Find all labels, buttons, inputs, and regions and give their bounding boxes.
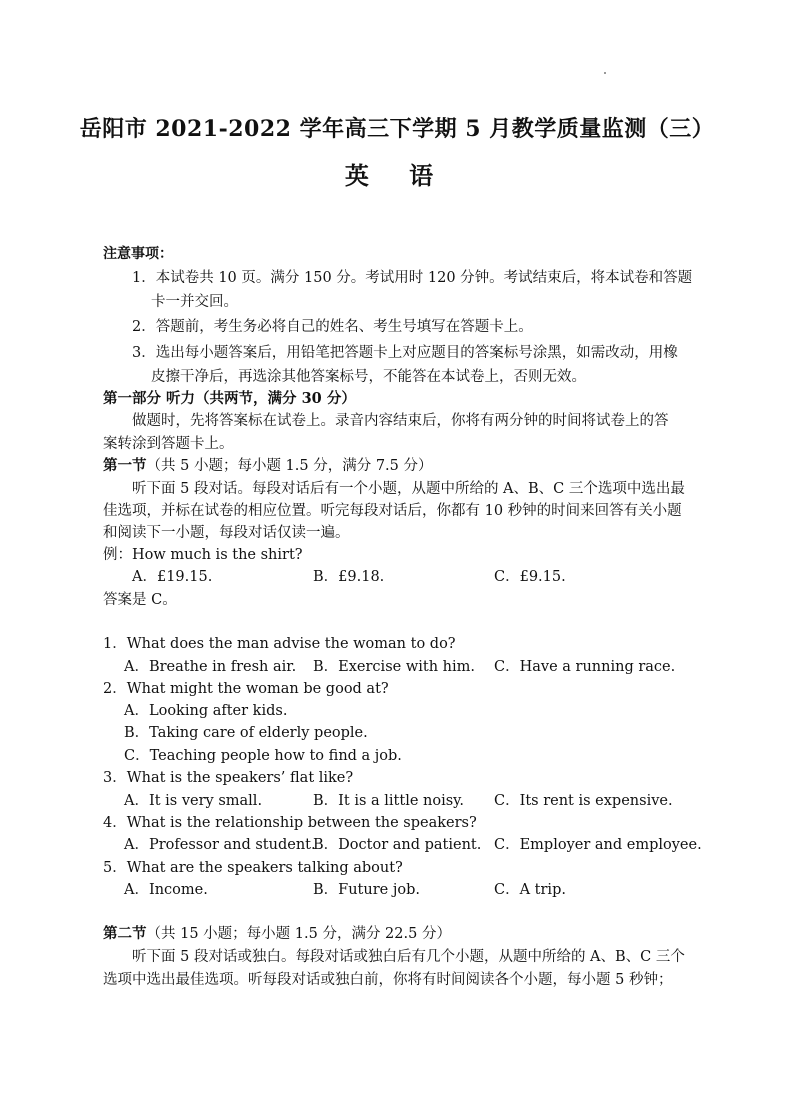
section-1-instr-line-3: 和阅读下一小题，每段对话仅读一遍。 xyxy=(103,525,350,541)
notice-item-1-line-1: 1．本试卷共 10 页。满分 150 分。考试用时 120 分钟。考试结束后，将本试卷和答题 xyxy=(132,270,693,286)
notice-item-3-line-1: 3．选出每小题答案后，用铅笔把答题卡上对应题目的答案标号涂黑，如需改动，用橡 xyxy=(132,345,678,361)
question-1-option-c: C．Have a running race. xyxy=(494,659,676,675)
notice-heading: 注意事项： xyxy=(103,246,173,262)
notice-item-1-line-2: 卡一并交回。 xyxy=(151,294,238,310)
question-4-option-b: B．Doctor and patient. xyxy=(313,837,482,853)
question-3-option-a: A．It is very small. xyxy=(124,793,263,809)
section-2-scoring: （共 15 小题；每小题 1.5 分，满分 22.5 分） xyxy=(146,926,451,942)
example-option-a: A．£19.15. xyxy=(132,569,213,585)
scan-mark xyxy=(604,72,606,74)
question-2: 2．What might the woman be good at? xyxy=(103,681,389,697)
notice-item-2: 2．答题前，考生务必将自己的姓名、考生号填写在答题卡上。 xyxy=(132,319,533,335)
subject-title: 英 语 xyxy=(344,161,450,190)
example-option-b: B．£9.18. xyxy=(313,569,385,585)
example-question: 例：How much is the shirt? xyxy=(103,547,303,563)
exam-title: 岳阳市 2021-2022 学年高三下学期 5 月教学质量监测（三） xyxy=(79,116,715,142)
question-3-option-b: B．It is a little noisy. xyxy=(313,793,465,809)
section-2-instr-line-1: 听下面 5 段对话或独白。每段对话或独白后有几个小题，从题中所给的 A、B、C 三个 xyxy=(132,949,685,965)
question-5-option-b: B．Future job. xyxy=(313,882,420,898)
question-4-option-a: A．Professor and student. xyxy=(124,837,316,853)
question-1-option-b: B．Exercise with him. xyxy=(313,659,475,675)
section-1-heading xyxy=(103,456,433,476)
section-1-label: 第一节 xyxy=(103,457,147,474)
example-answer: 答案是 C。 xyxy=(103,592,177,608)
question-3: 3．What is the speakers’ flat like? xyxy=(103,770,354,786)
section-1-instr-line-1: 听下面 5 段对话。每段对话后有一个小题，从题中所给的 A、B、C 三个选项中选出最 xyxy=(132,481,685,497)
section-1-instr-line-2: 佳选项，并标在试卷的相应位置。听完每段对话后，你都有 10 秒钟的时间来回答有关小题 xyxy=(103,503,682,519)
question-1: 1．What does the man advise the woman to do? xyxy=(103,636,456,652)
part-1-intro-line-1: 做题时，先将答案标在试卷上。录音内容结束后，你将有两分钟的时间将试卷上的答 xyxy=(132,413,669,429)
part-1-intro-line-2: 案转涂到答题卡上。 xyxy=(103,436,234,452)
question-5: 5．What are the speakers talking about? xyxy=(103,860,403,876)
question-4: 4．What is the relationship between the speakers? xyxy=(103,815,477,831)
section-2-label: 第二节 xyxy=(103,925,147,942)
question-1-option-a: A．Breathe in fresh air. xyxy=(124,659,297,675)
question-5-option-a: A．Income. xyxy=(124,882,208,898)
section-2-instr-line-2: 选项中选出最佳选项。听每段对话或独白前，你将有时间阅读各个小题，每小题 5 秒钟； xyxy=(103,972,673,988)
question-2-option-c: C．Teaching people how to find a job. xyxy=(124,748,402,764)
question-5-option-c: C．A trip. xyxy=(494,882,566,898)
notice-item-3-line-2: 皮擦干净后，再选涂其他答案标号，不能答在本试卷上，否则无效。 xyxy=(151,369,586,385)
example-option-c: C．£9.15. xyxy=(494,569,566,585)
section-1-scoring: （共 5 小题；每小题 1.5 分，满分 7.5 分） xyxy=(146,458,433,474)
question-2-option-a: A．Looking after kids. xyxy=(124,703,288,719)
part-1-heading: 第一部分 听力（共两节，满分 30 分） xyxy=(103,390,356,407)
question-2-option-b: B．Taking care of elderly people. xyxy=(124,725,368,741)
section-2-heading xyxy=(103,924,451,944)
question-4-option-c: C．Employer and employee. xyxy=(494,837,702,853)
question-3-option-c: C．Its rent is expensive. xyxy=(494,793,673,809)
